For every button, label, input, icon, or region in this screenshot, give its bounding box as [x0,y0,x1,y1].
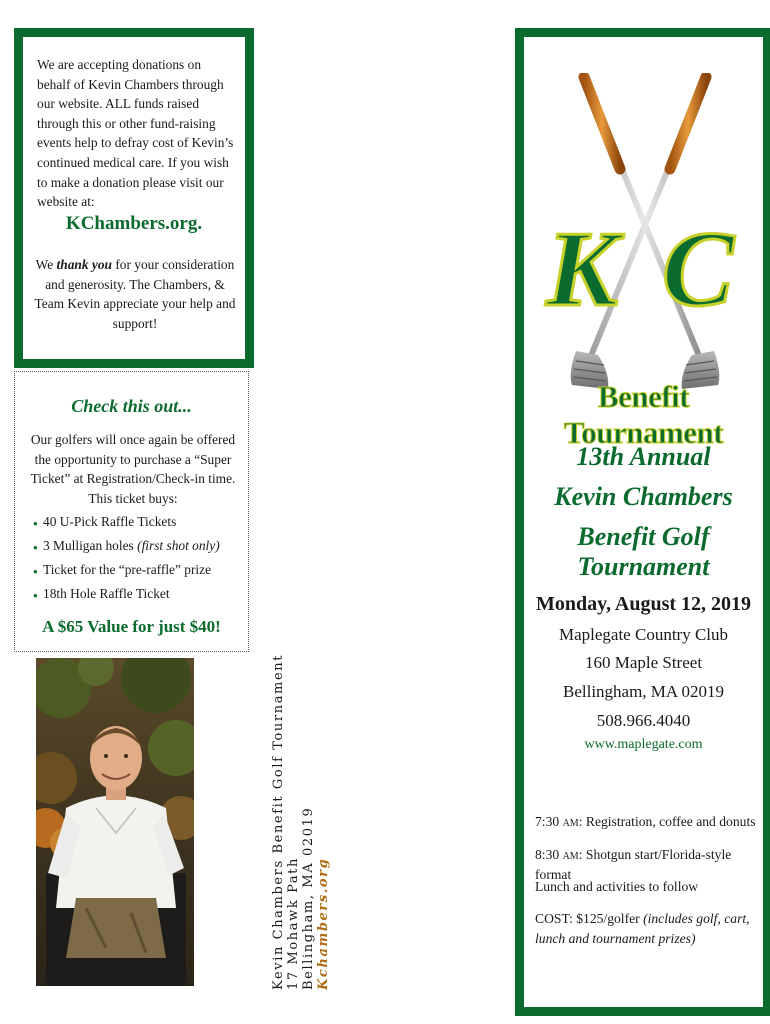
venue-city: Bellingham, MA 02019 [562,682,725,701]
venue-name: Maplegate Country Club [558,625,729,644]
logo-letter-k: K [546,210,619,329]
super-ticket-description: Our golfers will once again be offered the opportunity to purchase a “Super Ticket” at Registration/Check-in time. This ticket buys: [30,432,236,506]
mailing-address [271,645,339,990]
super-ticket-box [14,371,249,652]
kevin-photo [36,658,194,986]
venue-street: 160 Maple Street [584,653,703,672]
logo-letter-c: C [662,210,735,329]
kc-golf-clubs-logo [542,73,748,413]
donation-website-link[interactable]: KChambers.org. [65,213,203,234]
list-item: ● 18th Hole Raffle Ticket [33,582,248,606]
super-ticket-value: A $65 Value for just $40! [42,617,221,636]
event-title-name: Kevin Chambers [554,482,733,511]
venue-phone[interactable]: 508.966.4040 [596,711,691,730]
venue-website-link[interactable]: www.maplegate.com [584,737,703,752]
thanks-emphasis: thank you [56,257,112,272]
list-item: ● 40 U-Pick Raffle Tickets [33,510,248,534]
event-title-type: Benefit Golf Tournament [577,522,710,581]
address-street: 17 Mohawk Path [286,857,301,990]
benefit-tournament-heading: Benefit Tournament [563,379,724,450]
address-org-name: Kevin Chambers Benefit Golf Tournament [271,653,286,990]
address-city: Bellingham, MA 02019 [301,806,316,990]
thanks-text [33,255,237,333]
donation-box [14,28,254,368]
list-item: ● Ticket for the “pre-raffle” prize [33,558,248,582]
event-date: Monday, August 12, 2019 [535,593,752,615]
schedule-registration: 7:30 am: Registration, coffee and donuts [535,814,756,829]
schedule-lunch: Lunch and activities to follow [535,879,699,894]
super-ticket-title: Check this out... [71,396,192,416]
schedule-shotgun-start: 8:30 am: Shotgun start/Florida-style format [535,847,732,882]
thanks-post: for your consideration and generosity. The Chambers, & Team Kevin appreciate your help and support! [34,257,236,331]
event-title-annual: 13th Annual [576,442,711,471]
event-cost: COST: $125/golfer (includes golf, cart, lunch and tournament prizes) [535,911,750,946]
thanks-pre: We [35,257,57,272]
address-website[interactable]: Kchambers.org [316,857,331,990]
list-item: ● 3 Mulligan holes (first shot only) [33,534,248,558]
event-panel [515,28,770,1016]
donation-text: We are accepting donations on behalf of Kevin Chambers through our website. ALL funds raised through this or other fund-raising events help to defray cost of Kevin’s continued medical care. If you wish to make a donation please visit our website at: [37,57,234,210]
kevin-photo-illustration [36,658,194,986]
super-ticket-list [33,510,248,606]
